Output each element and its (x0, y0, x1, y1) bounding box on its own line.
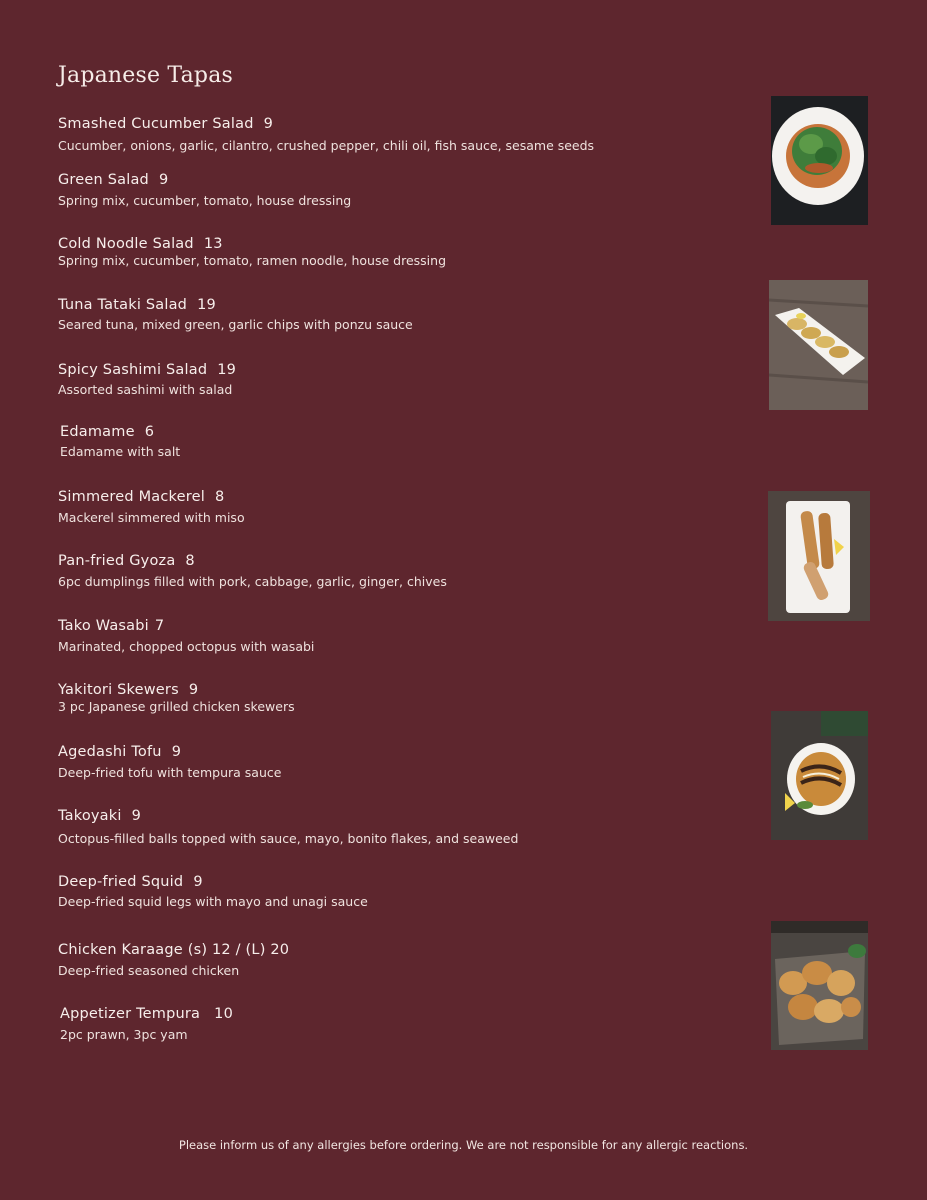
item-name: Green Salad (58, 172, 149, 188)
item-price: 9 (188, 682, 199, 698)
item-price: 19 (197, 297, 216, 313)
item-name: Cold Noodle Salad (58, 236, 194, 252)
item-price: 9 (131, 808, 142, 824)
item-name: Edamame (60, 424, 135, 440)
menu-item-appetizer-tempura (60, 1006, 750, 1042)
item-description: Deep-fried squid legs with mayo and unagi sauce (58, 894, 368, 909)
item-description: 2pc prawn, 3pc yam (60, 1027, 188, 1042)
menu-item-tuna-tataki-salad (58, 297, 748, 332)
item-description: Spring mix, cucumber, tomato, house dressing (58, 193, 352, 208)
item-description: Cucumber, onions, garlic, cilantro, crushed pepper, chili oil, fish sauce, sesame seeds (58, 138, 595, 153)
item-name: Agedashi Tofu (58, 744, 162, 760)
item-name: Simmered Mackerel (58, 489, 205, 505)
allergy-disclaimer: Please inform us of any allergies before ordering. We are not responsible for any allergic reactions. (178, 1138, 749, 1152)
item-description: Marinated, chopped octopus with wasabi (58, 639, 315, 654)
item-price: 9 (193, 874, 203, 890)
takoyaki-bowl-photo (771, 711, 868, 840)
item-description: Seared tuna, mixed green, garlic chips with ponzu sauce (58, 317, 413, 332)
item-price: 19 (217, 362, 237, 378)
item-name: Smashed Cucumber Salad (58, 116, 254, 132)
item-price: 13 (203, 236, 223, 252)
item-description: Edamame with salt (60, 444, 181, 459)
item-description: Mackerel simmered with miso (58, 510, 245, 525)
menu-item-yakitori-skewers (58, 682, 748, 714)
menu-item-green-salad (58, 172, 748, 208)
item-price: 9 (263, 116, 274, 132)
item-name: Pan-fried Gyoza (58, 553, 176, 569)
menu-item-agedashi-tofu (58, 744, 748, 780)
item-name: Tuna Tataki Salad (58, 297, 188, 313)
item-name: Tako Wasabi (58, 618, 149, 634)
item-description: Deep-fried tofu with tempura sauce (58, 765, 282, 780)
menu-item-spicy-sashimi-salad (58, 362, 748, 397)
item-description: Assorted sashimi with salad (58, 382, 233, 397)
salad-plate-photo (771, 96, 868, 225)
skewers-plate-photo (768, 491, 870, 621)
item-name: Takoyaki (58, 808, 122, 824)
item-price: 7 (154, 618, 165, 634)
item-description: 3 pc Japanese grilled chicken skewers (58, 699, 295, 714)
gyoza-platter-photo (769, 280, 868, 410)
menu-item-edamame (60, 424, 750, 459)
item-price: 10 (214, 1006, 234, 1022)
item-description: 6pc dumplings filled with pork, cabbage, garlic, ginger, chives (58, 574, 447, 589)
menu-item-pan-fried-gyoza (58, 553, 748, 589)
item-name: Yakitori Skewers (58, 682, 179, 698)
karaage-basket-photo (771, 921, 868, 1050)
item-name: Appetizer Tempura (60, 1006, 201, 1022)
item-name: Deep-fried Squid (58, 874, 184, 890)
item-price: 8 (214, 489, 225, 505)
menu-item-tako-wasabi (58, 618, 748, 654)
item-price: 8 (185, 553, 195, 569)
item-price: 9 (171, 744, 182, 760)
menu-item-smashed-cucumber-salad (58, 116, 748, 153)
item-name: Spicy Sashimi Salad (58, 362, 208, 378)
item-description: Octopus-filled balls topped with sauce, mayo, bonito flakes, and seaweed (58, 831, 519, 846)
item-price: 6 (144, 424, 155, 440)
menu-item-cold-noodle-salad (58, 236, 748, 268)
item-description: Spring mix, cucumber, tomato, ramen noodle, house dressing (58, 253, 447, 268)
menu-item-chicken-karaage (58, 942, 748, 978)
menu-item-takoyaki (58, 808, 748, 846)
menu-item-deep-fried-squid (58, 874, 748, 909)
item-price: 9 (158, 172, 169, 188)
page-title: Japanese Tapas (58, 63, 233, 88)
item-name: Chicken Karaage (s) 12 / (L) 20 (58, 942, 290, 958)
menu-item-simmered-mackerel (58, 489, 748, 525)
item-description: Deep-fried seasoned chicken (58, 963, 240, 978)
